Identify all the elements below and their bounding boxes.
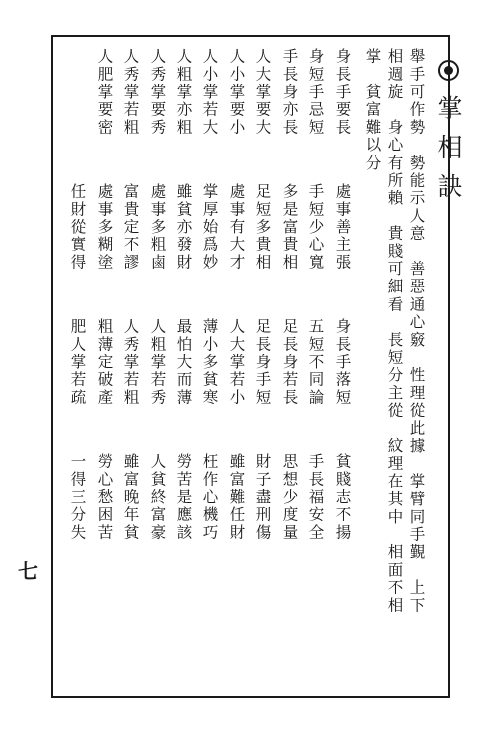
verse-line: 手短少心寬 [306,183,325,272]
verse-line: 掌厚始爲妙 [200,183,219,272]
verse-line: 足短多貴相 [253,183,272,272]
verse-line: 人秀掌要秀 [148,48,167,137]
verse-line: 財子盡刑傷 [253,453,272,542]
bullseye-icon [438,60,459,81]
verse-line: 任財從實得 [68,183,87,272]
verse-line: 肥人掌若疏 [68,318,87,407]
verse-line: 勞苦是應該 [174,453,193,542]
verse-line: 人貧終富豪 [148,453,167,542]
verse-line: 人小掌若大 [200,48,219,137]
verse-line: 人肥掌要密 [95,48,114,137]
verse-line: 人大掌若小 [227,318,246,407]
verse-line: 處事善主張 [333,183,352,272]
verse-line: 枉作心機巧 [200,453,219,542]
page-number: 七 [18,559,38,583]
verse-line: 足長身若長 [280,318,299,407]
verse-line: 雖富晚年貧 [121,453,140,542]
verse-line: 人小掌要小 [227,48,246,137]
verse-line: 身長手要長 [333,48,352,137]
verse-line: 薄小多貧寒 [200,318,219,407]
verse-line: 雖貧亦發財 [174,183,193,272]
verse-line: 勞心愁困苦 [95,453,114,542]
verse-line: 富貴定不謬 [121,183,140,272]
verse-line: 處事多粗鹵 [148,183,167,272]
verse-line: 人秀掌若粗 [121,48,140,137]
verse-line: 多是富貴相 [280,183,299,272]
verse-line: 人秀掌若粗 [121,318,140,407]
page-title: 掌相訣 [434,95,463,212]
verse-line: 人大掌要大 [253,48,272,137]
intro-column: 相週旋 身心有所賴 貴賤可細看 長短分主從 紋理在其中 相面不相 [385,48,404,615]
verse-line: 雖富難任財 [227,453,246,542]
verse-line: 最怕大而薄 [174,318,193,407]
verse-line: 處事有大才 [227,183,246,272]
intro-column: 舉手可作勢 勢能示人意 善惡通心竅 性理從此據 掌臂同手覲 上下 [407,48,426,615]
verse-line: 人粗掌若秀 [148,318,167,407]
verse-line: 足長身手短 [253,318,272,407]
intro-column: 掌 貧富難以分 [363,48,382,172]
verse-line: 貧賤志不揚 [333,453,352,542]
verse-line: 五短不同論 [306,318,325,407]
verse-line: 一得三分失 [68,453,87,542]
verse-line: 處事多糊塗 [95,183,114,272]
verse-line: 身短手忌短 [306,48,325,137]
verse-line: 人粗掌亦粗 [174,48,193,137]
verse-line: 身長手落短 [333,318,352,407]
verse-line: 思想少度量 [280,453,299,542]
verse-line: 手長身亦長 [280,48,299,137]
verse-line: 粗薄定破產 [95,318,114,407]
verse-line: 手長福安全 [306,453,325,542]
